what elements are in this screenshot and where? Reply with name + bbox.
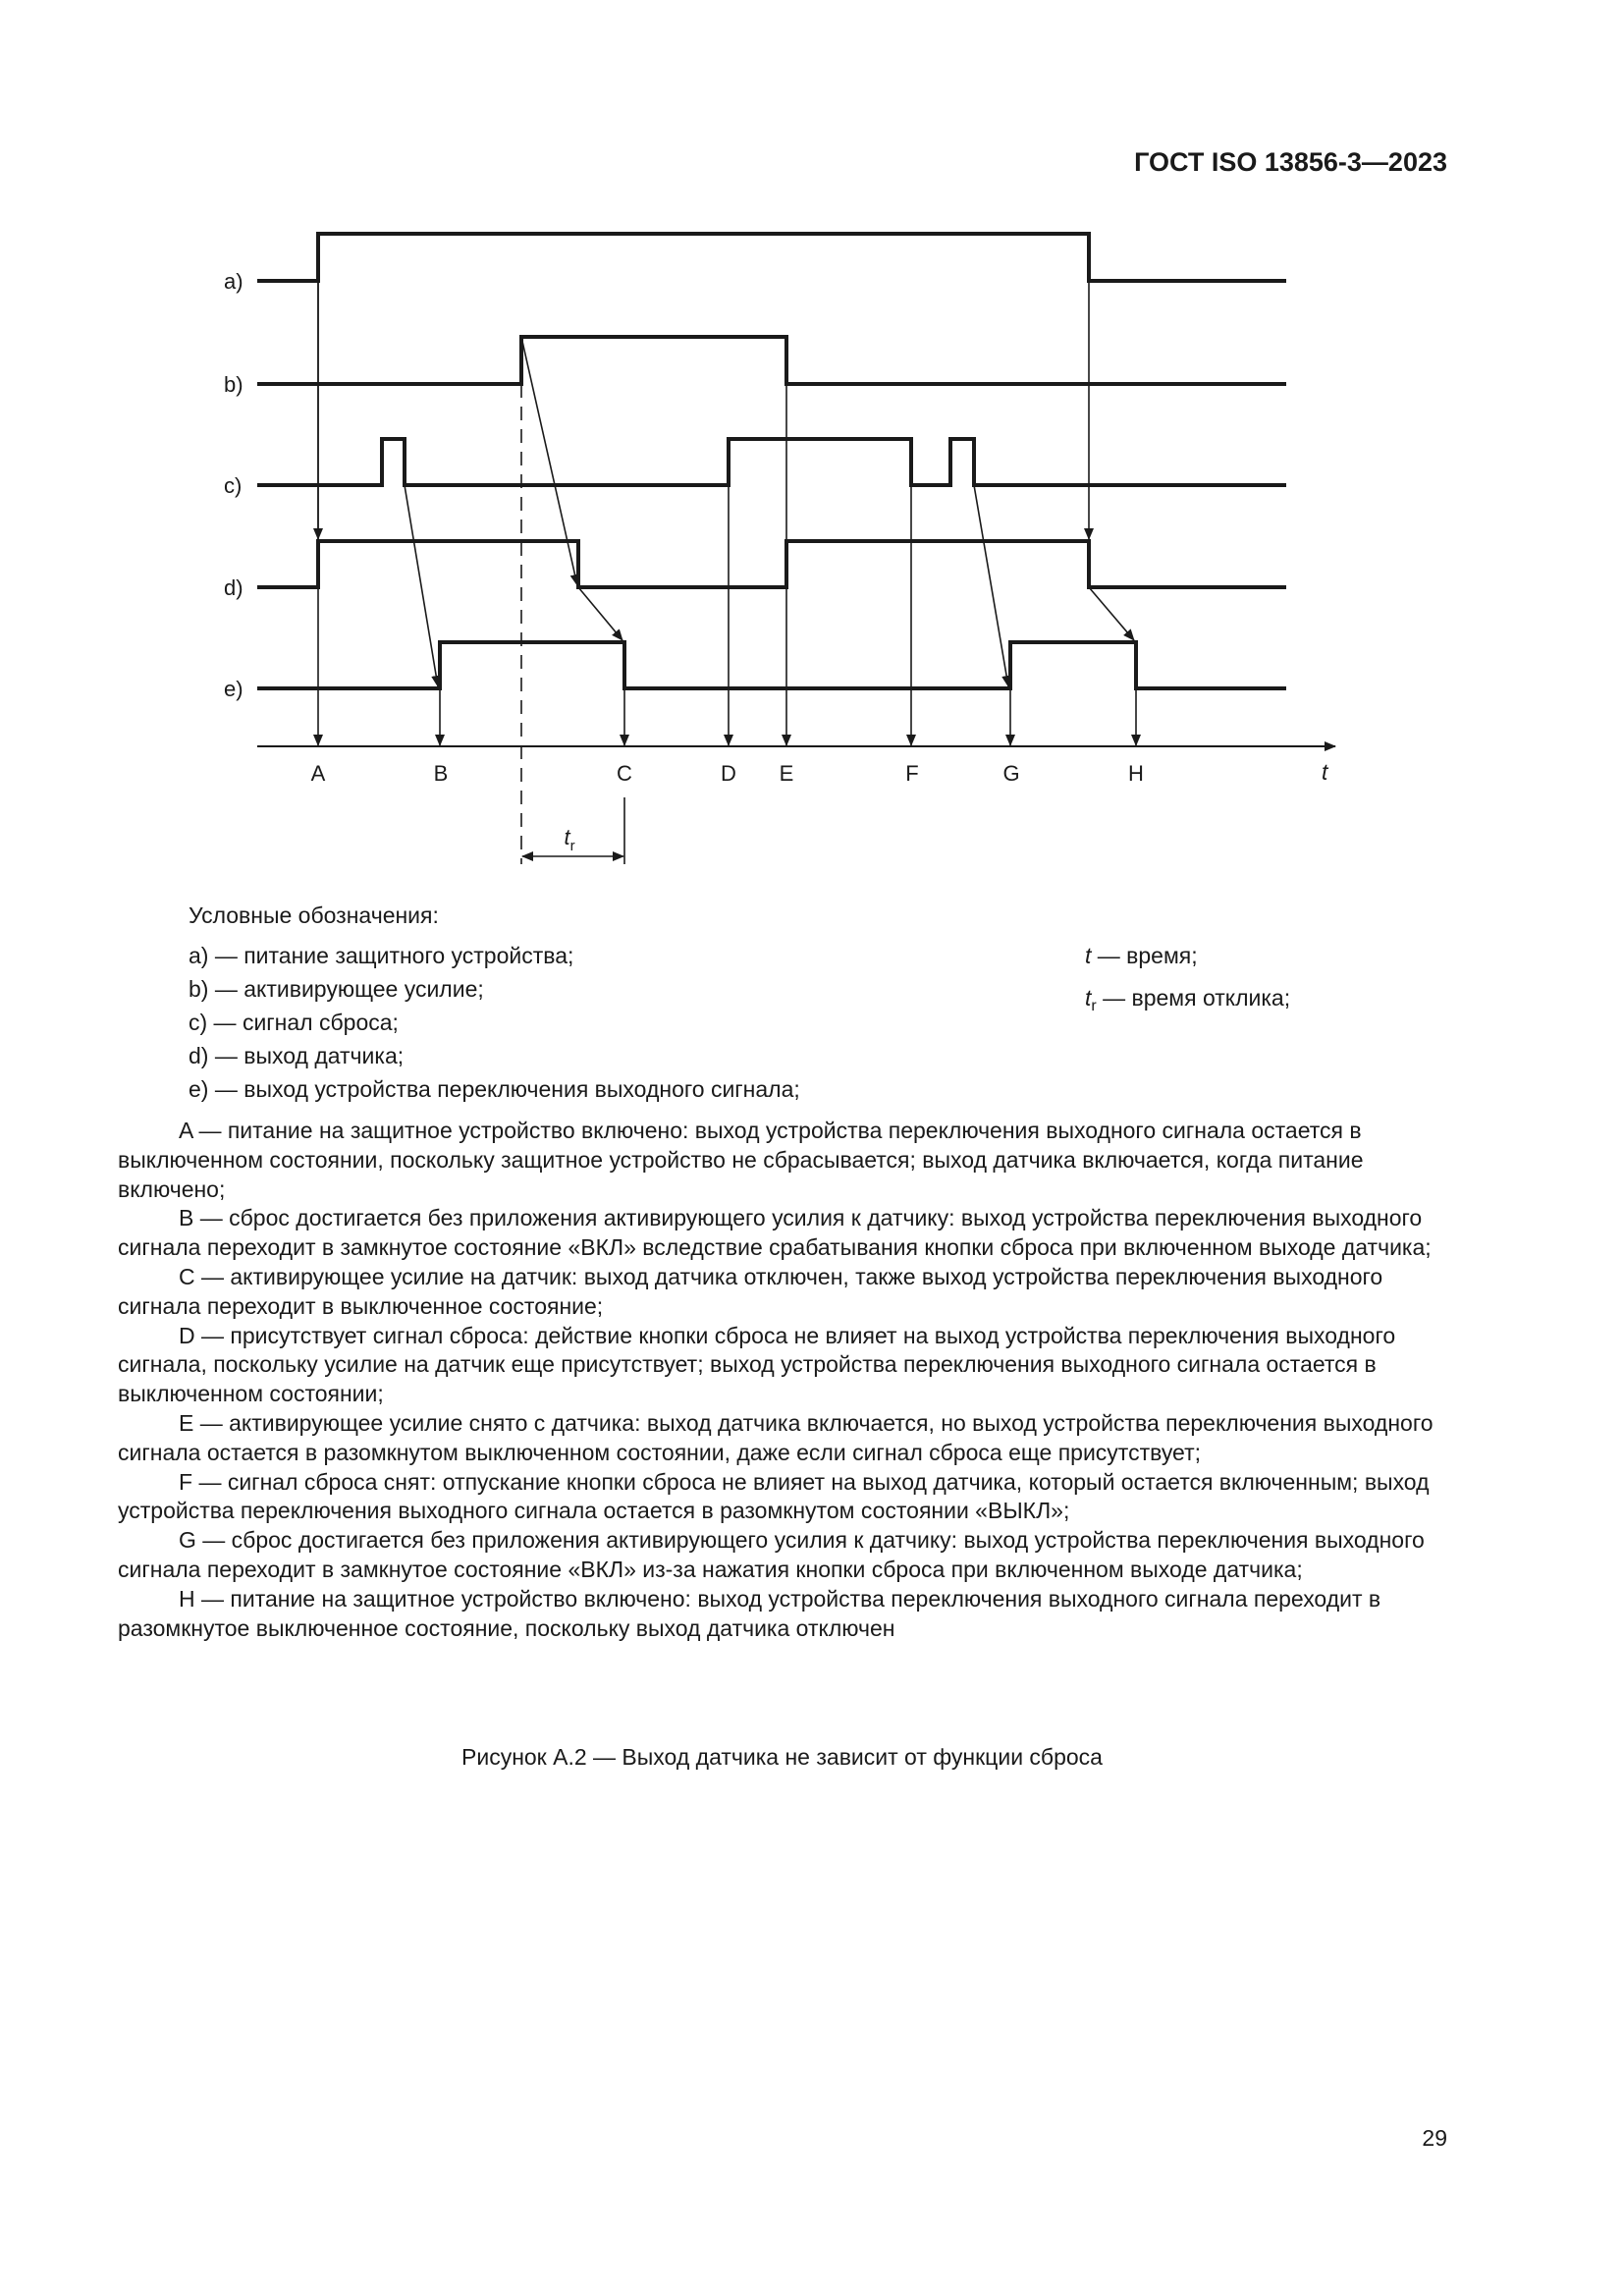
time-axis-label: t bbox=[1322, 759, 1328, 785]
signal-label-a: a) bbox=[224, 269, 243, 294]
response-time-subscript: r bbox=[569, 838, 575, 854]
sensor-to-output-arrow-h bbox=[1089, 587, 1134, 640]
reset-to-output-arrow-b bbox=[405, 485, 438, 686]
note-h: H — питание на защитное устройство включено: выход устройства переключения выходного сигнала переходит в разомкнутое выключенное состояние, поскольку выход датчика отключен bbox=[118, 1585, 1381, 1641]
event-label-g: G bbox=[1002, 761, 1020, 786]
document-header: ГОСТ ISO 13856-3—2023 bbox=[1134, 147, 1447, 177]
note-c: C — активирующее усилие на датчик: выход датчика отключен, также выход устройства переключения выходного сигнала переходит в выключенное состояние; bbox=[118, 1263, 1383, 1319]
legend-signals bbox=[189, 939, 800, 1106]
event-label-a: A bbox=[310, 761, 326, 786]
note-g: G — сброс достигается без приложения активирующего усилия к датчику: выход устройства переключения выходного сигнала переходит в замкнутое состояние «ВКЛ» из-за нажатия кнопки сброса при включенном выходе датчика; bbox=[118, 1527, 1425, 1582]
legend-item-time bbox=[1085, 939, 1290, 981]
force-to-sensor-arrow bbox=[521, 337, 577, 585]
event-label-b: B bbox=[433, 761, 449, 786]
figure-caption: Рисунок А.2 — Выход датчика не зависит от функции сброса bbox=[461, 1744, 1103, 1770]
legend-symbol-tr: t bbox=[1085, 985, 1092, 1011]
legend-item-response-time bbox=[1085, 981, 1290, 1023]
signal-b-waveform bbox=[257, 337, 1286, 384]
note-b: B — сброс достигается без приложения активирующего усилия к датчику: выход устройства переключения выходного сигнала переходит в замкнутое состояние «ВКЛ» вследствие срабатывания кнопки сброса при включенном выходе датчика; bbox=[118, 1205, 1432, 1261]
legend-item-b: b) — активирующее усилие; bbox=[189, 976, 484, 1002]
signal-a-waveform bbox=[257, 234, 1286, 281]
note-a: A — питание на защитное устройство включено: выход устройства переключения выходного сигнала остается в выключенном состоянии, поскольку защитное устройство не сбрасывается; выход датчика включается, когда питание включено; bbox=[118, 1118, 1364, 1202]
legend-title: Условные обозначения: bbox=[189, 902, 439, 928]
signal-label-c: c) bbox=[224, 473, 243, 498]
signal-label-e: e) bbox=[224, 677, 243, 701]
note-e: E — активирующее усилие снято с датчика: выход датчика включается, но выход устройства переключения выходного сигнала остается в разомкнутом выключенном состоянии, даже если сигнал сброса еще присутствует; bbox=[118, 1409, 1434, 1465]
signal-c-waveform bbox=[257, 439, 1286, 485]
response-time-label bbox=[564, 825, 574, 854]
timing-diagram bbox=[0, 0, 1623, 884]
legend-symbol-tr-subscript: r bbox=[1091, 998, 1097, 1014]
legend-item-a: a) — питание защитного устройства; bbox=[189, 943, 574, 968]
signal-label-b: b) bbox=[224, 372, 243, 397]
page-number: 29 bbox=[1422, 2125, 1447, 2151]
event-label-h: H bbox=[1128, 761, 1144, 786]
legend-item-c: c) — сигнал сброса; bbox=[189, 1010, 399, 1035]
signal-e-waveform bbox=[257, 642, 1286, 688]
event-notes bbox=[118, 1117, 1448, 1643]
signal-label-d: d) bbox=[224, 575, 243, 600]
legend-symbols bbox=[1085, 939, 1290, 1023]
event-label-c: C bbox=[617, 761, 632, 786]
note-f: F — сигнал сброса снят: отпускание кнопки сброса не влияет на выход датчика, который остается включенным; выход устройства переключения выходного сигнала остается в разомкнутом состоянии «ВЫКЛ»; bbox=[118, 1468, 1430, 1524]
note-d: D — присутствует сигнал сброса: действие кнопки сброса не влияет на выход устройства переключения выходного сигнала, поскольку усилие на датчик еще присутствует; выход устройства переключения выходного сигнала остается в выключенном состоянии; bbox=[118, 1322, 1396, 1407]
legend-symbol-t: t bbox=[1085, 943, 1092, 968]
reset-to-output-arrow-g bbox=[974, 485, 1008, 686]
signal-d-waveform bbox=[257, 541, 1286, 587]
legend-text-t: — время; bbox=[1091, 943, 1198, 968]
event-label-f: F bbox=[905, 761, 919, 786]
legend-text-tr: — время отклика; bbox=[1096, 985, 1291, 1011]
legend-item-e: e) — выход устройства переключения выходного сигнала; bbox=[189, 1076, 800, 1102]
event-label-e: E bbox=[779, 761, 794, 786]
sensor-to-output-arrow-c bbox=[578, 587, 622, 640]
response-time-symbol: t bbox=[564, 825, 570, 849]
event-label-d: D bbox=[721, 761, 736, 786]
legend-item-d: d) — выход датчика; bbox=[189, 1043, 405, 1068]
